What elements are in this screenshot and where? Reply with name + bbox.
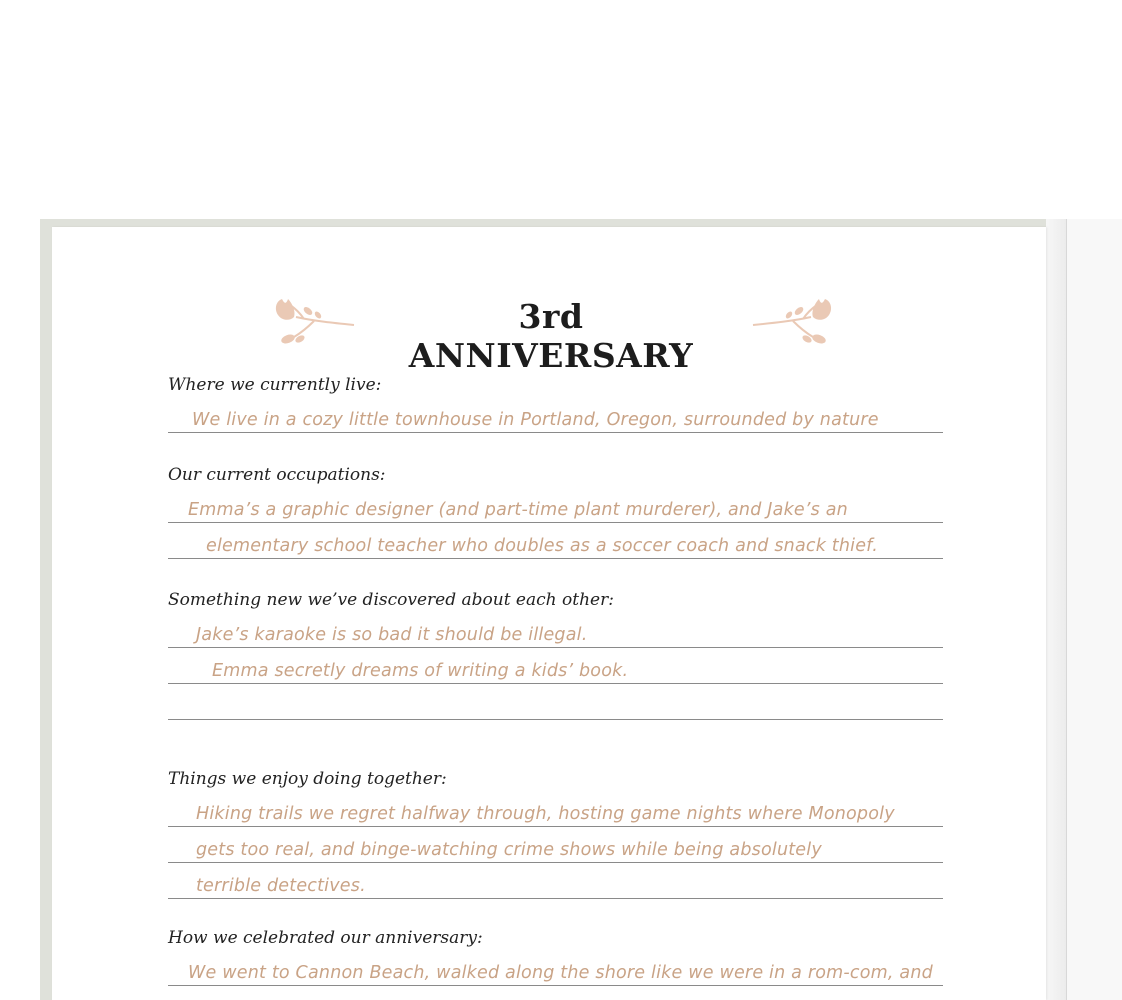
answer-line — [168, 791, 943, 827]
answer-text: elementary school teacher who doubles as a soccer coach and snack thief. — [206, 536, 878, 556]
answer-text: gets too real, and binge-watching crime shows while being absolutely — [196, 840, 822, 860]
answer-line — [168, 863, 943, 899]
section-activities — [168, 767, 943, 899]
question-label: Where we currently live: — [168, 375, 382, 395]
journal-page — [52, 227, 1046, 1000]
answer-line — [168, 950, 943, 986]
answer-text: Emma’s a graphic designer (and part-time plant murderer), and Jake’s an — [188, 500, 848, 520]
answer-line — [168, 684, 943, 720]
page-title: 3rd ANNIVERSARY — [408, 297, 694, 375]
answer-line — [168, 487, 943, 523]
answer-text: Hiking trails we regret halfway through, hosting game nights where Monopoly — [196, 804, 895, 824]
question-label: Something new we’ve discovered about each other: — [168, 590, 614, 610]
question-label: Our current occupations: — [168, 465, 386, 485]
floral-sprig-right-icon — [749, 295, 833, 351]
answer-text: Jake’s karaoke is so bad it should be illegal. — [196, 625, 588, 645]
section-celebration — [168, 926, 943, 986]
section-discoveries — [168, 588, 943, 720]
answer-text: terrible detectives. — [196, 876, 366, 896]
question-label: Things we enjoy doing together: — [168, 769, 447, 789]
answer-line — [168, 397, 943, 433]
floral-sprig-left-icon — [274, 295, 358, 351]
answer-line — [168, 612, 943, 648]
question-label: How we celebrated our anniversary: — [168, 928, 483, 948]
page-edge — [1046, 219, 1066, 1000]
title-row — [52, 295, 1046, 375]
answer-text: We went to Cannon Beach, walked along the shore like we were in a rom-com, and — [188, 963, 933, 983]
answer-line — [168, 827, 943, 863]
answer-text: We live in a cozy little townhouse in Portland, Oregon, surrounded by nature — [192, 410, 879, 430]
answer-text: Emma secretly dreams of writing a kids’ book. — [212, 661, 629, 681]
section-occupations — [168, 463, 943, 559]
answer-line — [168, 523, 943, 559]
facing-page — [1066, 219, 1122, 1000]
answer-line — [168, 648, 943, 684]
section-current-home — [168, 373, 943, 433]
